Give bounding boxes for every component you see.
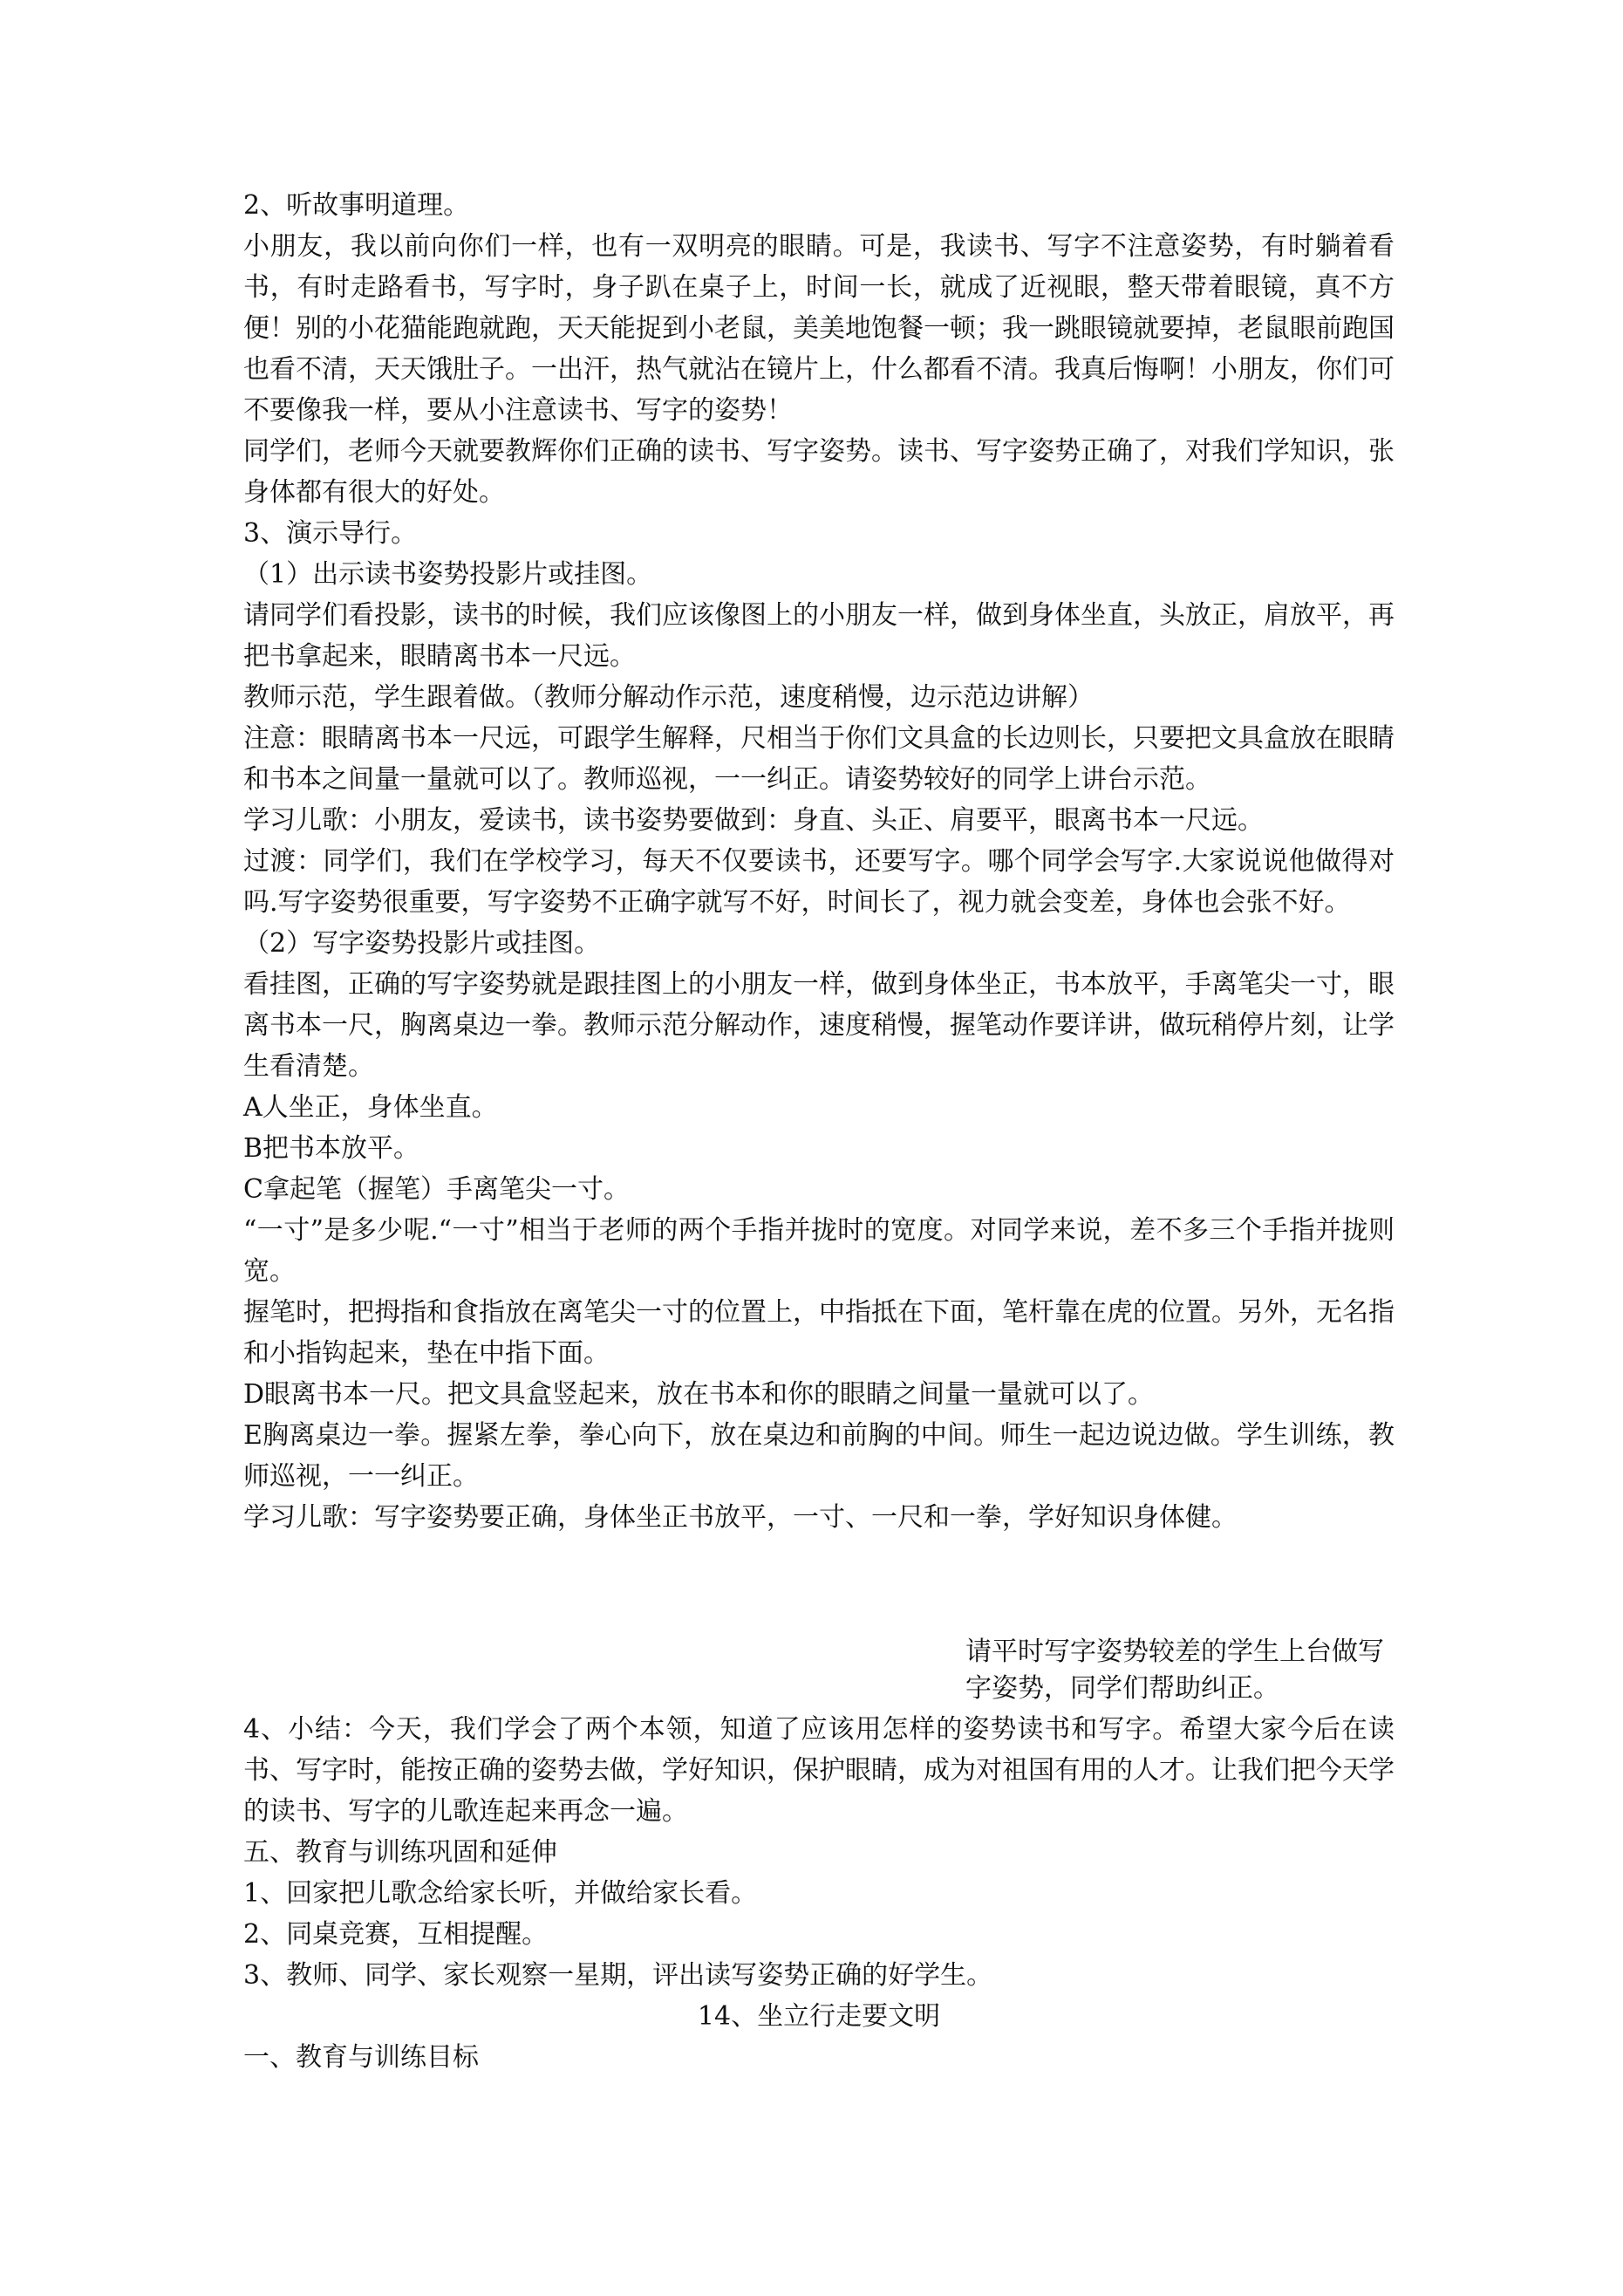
paragraph: 学习儿歌：写字姿势要正确，身体坐正书放平，一寸、一尺和一拳，学好知识身体健。 bbox=[243, 1502, 1238, 1533]
paragraph: 2、听故事明道理。 bbox=[243, 190, 470, 221]
spacer bbox=[243, 1538, 1395, 1620]
section-title: 五、教育与训练巩固和延伸 bbox=[243, 1837, 557, 1868]
paragraph: “一寸”是多少呢.“一寸”相当于老师的两个手指并拢时的宽度。对同学来说，差不多三个手指并拢则宽。 bbox=[243, 1215, 1395, 1287]
paragraph: 3、演示导行。 bbox=[243, 518, 418, 549]
side-note bbox=[965, 1620, 1396, 1709]
paragraph: 4、小结：今天，我们学会了两个本领，知道了应该用怎样的姿势读书和写字。希望大家今后在读书、写字时，能按正确的姿势去做，学好知识，保护眼睛，成为对祖国有用的人才。让我们把今天学的读书、写字的儿歌连起来再念一遍。 bbox=[243, 1714, 1395, 1827]
paragraph: （2）写字姿势投影片或挂图。 bbox=[243, 928, 601, 959]
document-body bbox=[243, 185, 1395, 2078]
chapter-heading: 14、坐立行走要文明 bbox=[697, 2001, 941, 2032]
paragraph: 学习儿歌：小朋友，爱读书，读书姿势要做到：身直、头正、肩要平，眼离书本一尺远。 bbox=[243, 805, 1264, 836]
paragraph: A人坐正，身体坐直。 bbox=[243, 1092, 498, 1123]
paragraph: 3、教师、同学、家长观察一星期，评出读写姿势正确的好学生。 bbox=[243, 1960, 993, 1991]
paragraph: 教师示范，学生跟着做。（教师分解动作示范，速度稍慢，边示范边讲解） bbox=[243, 682, 1094, 713]
section-title: 一、教育与训练目标 bbox=[243, 2042, 479, 2073]
paragraph: B把书本放平。 bbox=[243, 1133, 420, 1164]
paragraph: E胸离桌边一拳。握紧左拳，拳心向下，放在桌边和前胸的中间。师生一起边说边做。学生训练，教师巡视，一一纠正。 bbox=[243, 1420, 1395, 1492]
paragraph: 握笔时，把拇指和食指放在离笔尖一寸的位置上，中指抵在下面，笔杆靠在虎的位置。另外，无名指和小指钩起来，垫在中指下面。 bbox=[243, 1297, 1395, 1369]
side-note-text: 请平时写字姿势较差的学生上台做写字姿势，同学们帮助纠正。 bbox=[965, 1637, 1384, 1704]
paragraph: 1、回家把儿歌念给家长听，并做给家长看。 bbox=[243, 1878, 758, 1909]
paragraph: 看挂图，正确的写字姿势就是跟挂图上的小朋友一样，做到身体坐正，书本放平，手离笔尖一寸，眼离书本一尺，胸离桌边一拳。教师示范分解动作，速度稍慢，握笔动作要详讲，做玩稍停片刻，让学生看清楚。 bbox=[243, 969, 1395, 1082]
paragraph: 注意：眼睛离书本一尺远，可跟学生解释，尺相当于你们文具盒的长边则长，只要把文具盒放在眼睛和书本之间量一量就可以了。教师巡视，一一纠正。请姿势较好的同学上讲台示范。 bbox=[243, 723, 1395, 795]
paragraph: （1）出示读书姿势投影片或挂图。 bbox=[243, 559, 653, 590]
paragraph: 小朋友，我以前向你们一样，也有一双明亮的眼睛。可是，我读书、写字不注意姿势，有时躺着看书，有时走路看书，写字时，身子趴在桌子上，时间一长，就成了近视眼，整天带着眼镜，真不方便！别的小花猫能跑就跑，天天能捉到小老鼠，美美地饱餐一顿；我一跳眼镜就要掉，老鼠眼前跑国也看不清，天天饿肚子。一出汗，热气就沾在镜片上，什么都看不清。我真后悔啊！小朋友，你们可不要像我一样，要从小注意读书、写字的姿势！ bbox=[243, 231, 1395, 426]
paragraph: D眼离书本一尺。把文具盒竖起来，放在书本和你的眼睛之间量一量就可以了。 bbox=[243, 1379, 1155, 1410]
paragraph: 过渡：同学们，我们在学校学习，每天不仅要读书，还要写字。哪个同学会写字.大家说说他做得对吗.写字姿势很重要，写字姿势不正确字就写不好，时间长了，视力就会变差，身体也会张不好。 bbox=[243, 846, 1395, 918]
paragraph: C拿起笔（握笔）手离笔尖一寸。 bbox=[243, 1174, 630, 1205]
paragraph: 同学们，老师今天就要教辉你们正确的读书、写字姿势。读书、写字姿势正确了，对我们学知识，张身体都有很大的好处。 bbox=[243, 436, 1395, 508]
paragraph: 2、同桌竞赛，互相提醒。 bbox=[243, 1919, 549, 1950]
paragraph: 请同学们看投影，读书的时候，我们应该像图上的小朋友一样，做到身体坐直，头放正，肩放平，再把书拿起来，眼睛离书本一尺远。 bbox=[243, 600, 1395, 672]
